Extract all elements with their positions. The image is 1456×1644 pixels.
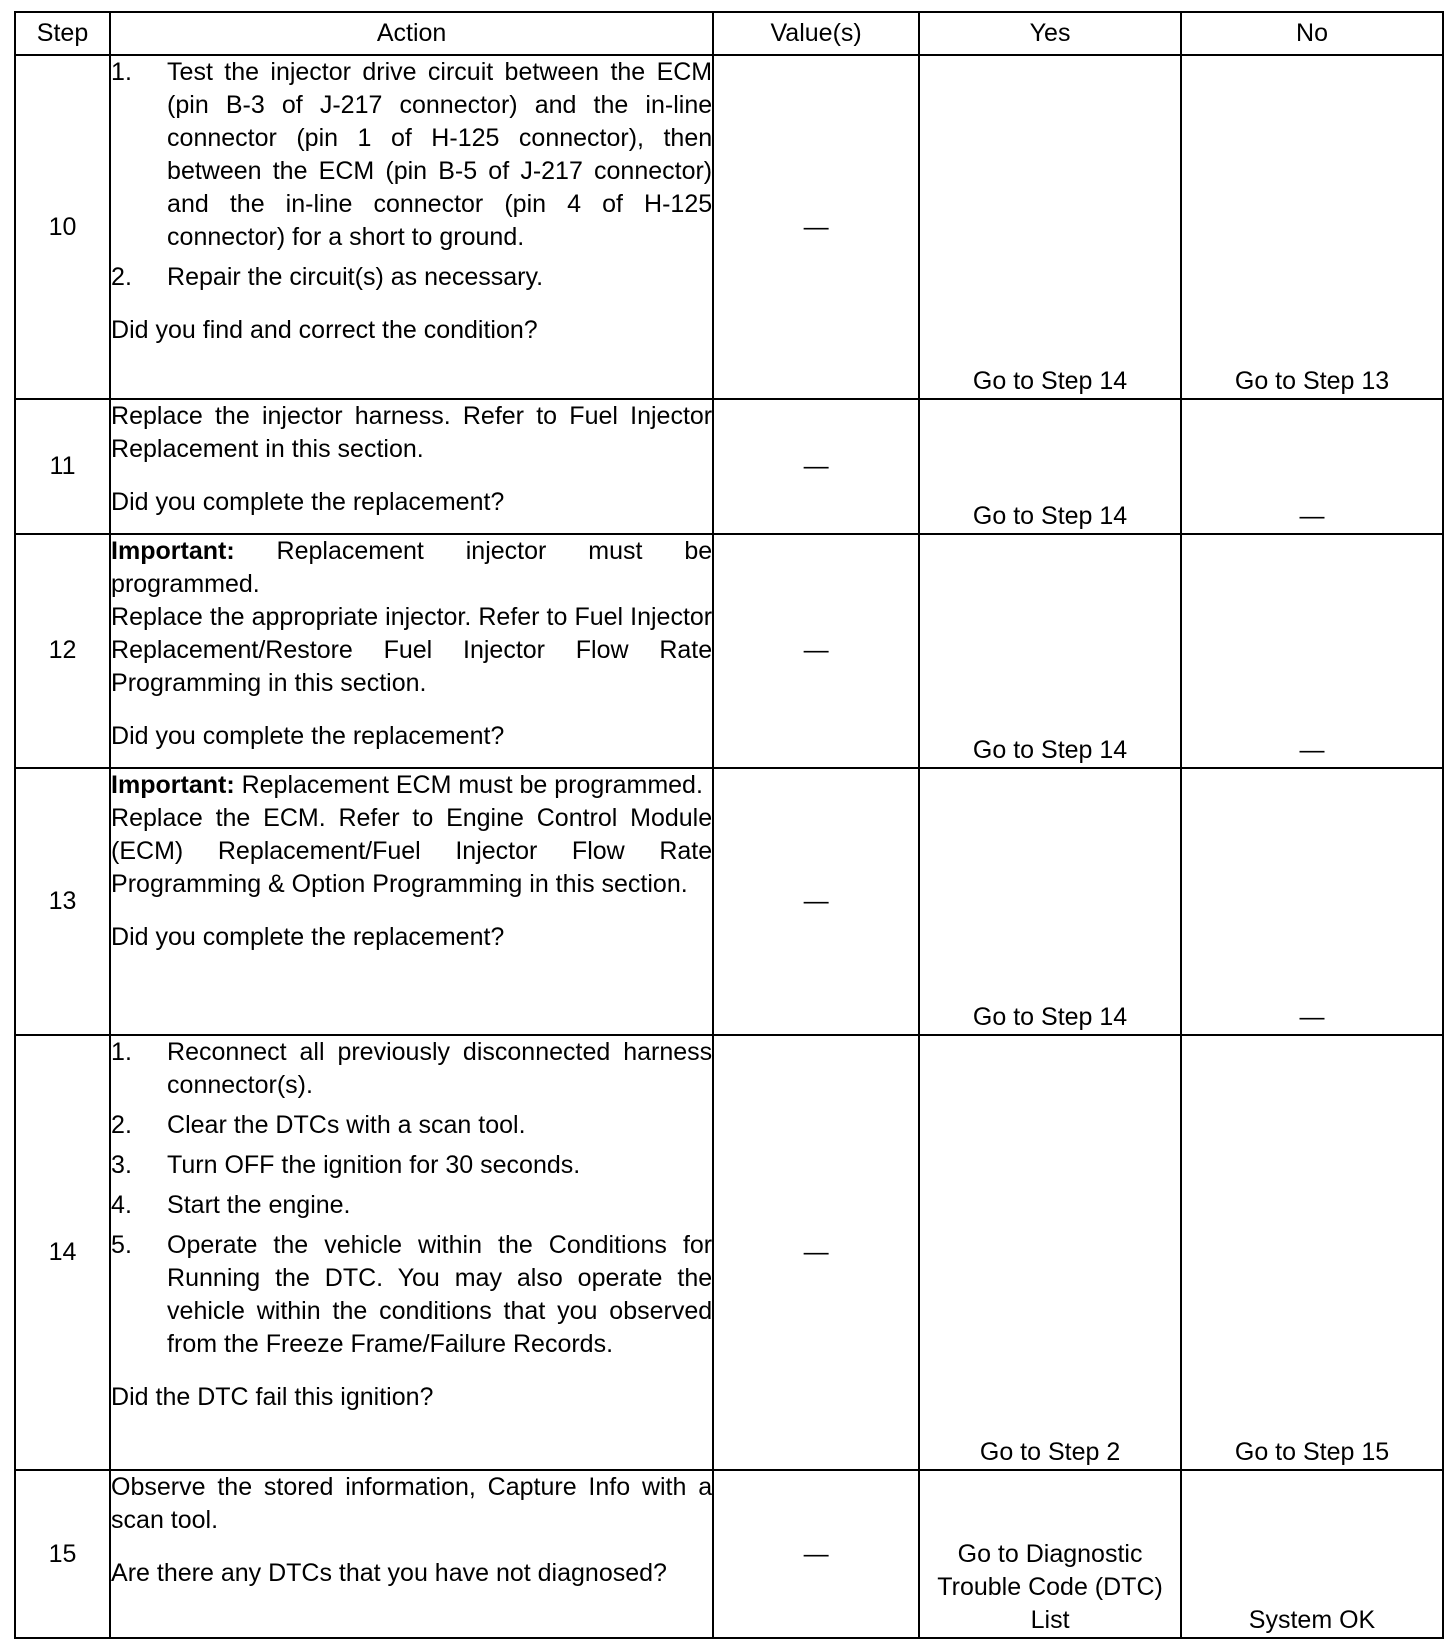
list-item [111,56,712,254]
yes-cell: Go to Step 14 [919,399,1181,533]
header-row [15,12,1443,55]
header-action: Action [110,12,713,55]
list-item [111,1189,712,1222]
action-cell [110,1035,713,1470]
list-text: Reconnect all previously disconnected harness connector(s). [167,1038,713,1100]
important-label: Important: [111,770,235,799]
yes-cell: Go to Step 14 [919,768,1181,1036]
value-cell: — [713,1470,919,1638]
action-text: Replace the injector harness. Refer to Fuel Injector Replacement in this section. [111,402,713,464]
action-question: Did you complete the replacement? [111,488,505,517]
value-cell: — [713,399,919,533]
important-text: Replacement injector must be programmed. [111,536,713,598]
no-cell: — [1181,399,1443,533]
diagnostic-table [14,11,1444,1639]
value-cell: — [713,768,919,1036]
yes-cell: Go to Step 14 [919,534,1181,768]
action-text: Replace the appropriate injector. Refer to Fuel Injector Replacement/Restore Fuel Injector Flow Rate Programming in this section. [111,602,713,697]
action-list [111,56,712,294]
list-item [111,261,712,294]
important-note [111,535,712,601]
action-cell [110,55,713,399]
table-row-step-14 [15,1035,1443,1470]
no-cell: System OK [1181,1470,1443,1638]
step-number: 11 [15,399,110,533]
action-list [111,1036,712,1361]
yes-cell: Go to Step 2 [919,1035,1181,1470]
action-cell [110,768,713,1036]
important-text: Replacement ECM must be programmed. [234,770,703,799]
list-number: 1. [111,1038,132,1067]
step-number: 10 [15,55,110,399]
list-number: 5. [111,1231,132,1260]
header-values: Value(s) [713,12,919,55]
action-question: Did you find and correct the condition? [111,316,538,344]
list-text: Clear the DTCs with a scan tool. [167,1111,526,1140]
list-number: 1. [111,58,132,86]
list-item [111,1229,712,1361]
table-row-step-15 [15,1470,1443,1638]
no-cell: Go to Step 13 [1181,55,1443,399]
action-text: Replace the ECM. Refer to Engine Control Module (ECM) Replacement/Fuel Injector Flow Rate Programming & Option Programming in this section. [111,803,713,898]
table-row-step-11 [15,399,1443,533]
value-cell: — [713,55,919,399]
yes-cell: Go to Diagnostic Trouble Code (DTC) List [919,1470,1181,1638]
header-step: Step [15,12,110,55]
list-number: 4. [111,1191,132,1220]
no-cell: Go to Step 15 [1181,1035,1443,1470]
list-text: Operate the vehicle within the Conditions for Running the DTC. You may also operate the vehicle within the conditions that you observed from the Freeze Frame/Failure Records. [167,1231,713,1359]
action-cell [110,534,713,768]
action-question: Did you complete the replacement? [111,721,505,750]
step-number: 14 [15,1035,110,1470]
value-cell: — [713,534,919,768]
action-cell [110,1470,713,1638]
action-cell [110,399,713,533]
action-question: Did you complete the replacement? [111,922,505,951]
value-cell: — [713,1035,919,1470]
list-number: 2. [111,1111,132,1140]
list-text: Test the injector drive circuit between the ECM (pin B-3 of J-217 connector) and the in-line connector (pin 1 of H-125 connector), then between the ECM (pin B-5 of J-217 connector) and the in-line connector (pin 4 of H-125 connector) for a short to ground. [167,58,713,251]
table-row-step-12 [15,534,1443,768]
header-no: No [1181,12,1443,55]
header-yes: Yes [919,12,1181,55]
list-number: 2. [111,263,132,291]
step-number: 12 [15,534,110,768]
yes-cell: Go to Step 14 [919,55,1181,399]
list-text: Start the engine. [167,1191,351,1220]
list-item [111,1036,712,1102]
list-text: Repair the circuit(s) as necessary. [167,263,544,291]
list-item [111,1149,712,1182]
action-question: Are there any DTCs that you have not diagnosed? [111,1559,667,1587]
list-item [111,1109,712,1142]
no-cell: — [1181,768,1443,1036]
important-label: Important: [111,536,235,565]
table-row-step-13 [15,768,1443,1036]
table-row-step-10 [15,55,1443,399]
action-question: Did the DTC fail this ignition? [111,1383,434,1412]
no-cell: — [1181,534,1443,768]
list-number: 3. [111,1151,132,1180]
important-note [111,769,712,802]
list-text: Turn OFF the ignition for 30 seconds. [167,1151,581,1180]
step-number: 13 [15,768,110,1036]
step-number: 15 [15,1470,110,1638]
action-text: Observe the stored information, Capture Info with a scan tool. [111,1473,713,1534]
